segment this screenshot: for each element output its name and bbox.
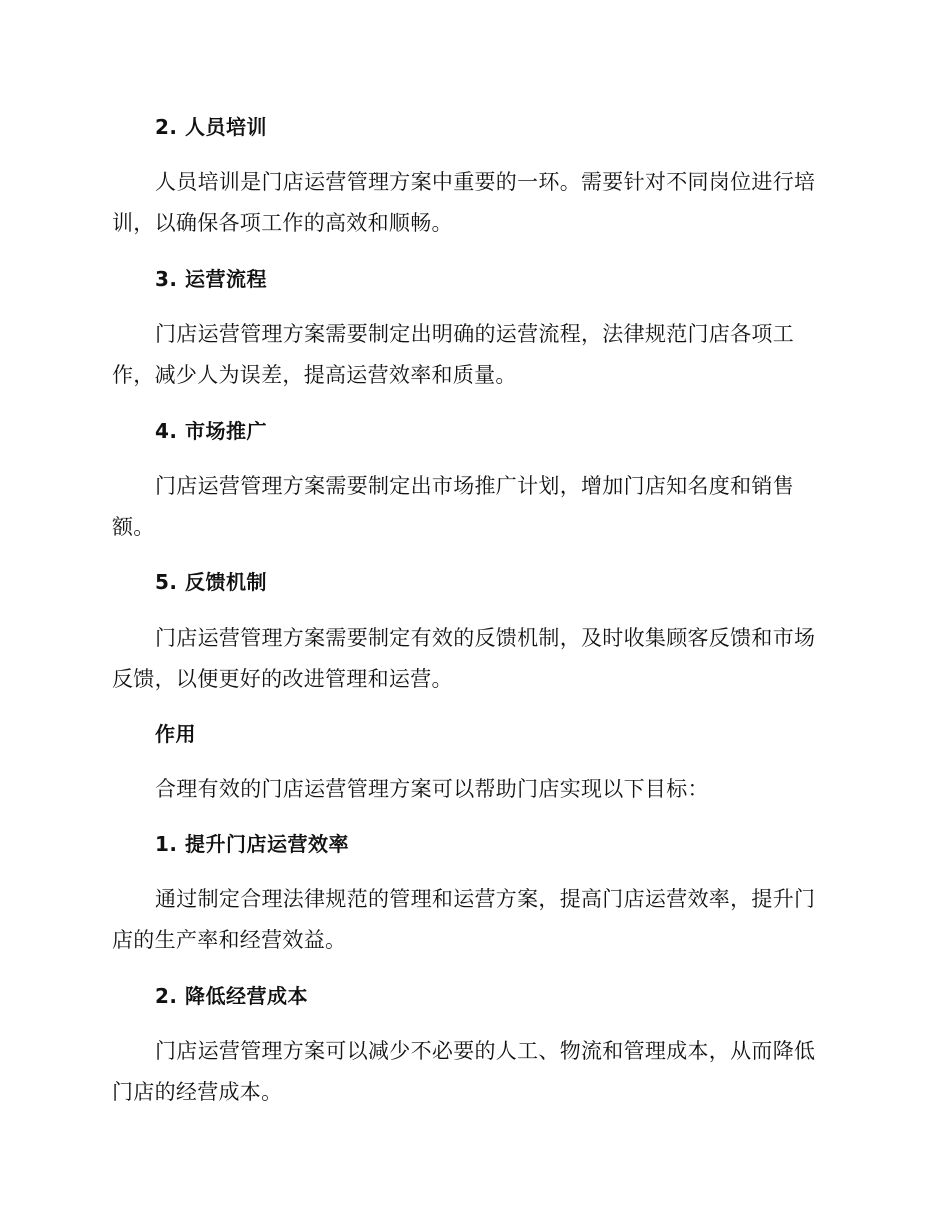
section-heading: 3. 运营流程	[155, 267, 267, 291]
paragraph-line: 门店运营管理方案需要制定出市场推广计划，增加门店知名度和销售	[155, 474, 794, 498]
paragraph-line: 合理有效的门店运营管理方案可以帮助门店实现以下目标：	[155, 777, 709, 801]
section-heading: 4. 市场推广	[155, 419, 267, 443]
paragraph-line: 店的生产率和经营效益。	[112, 928, 347, 952]
section-heading: 2. 降低经营成本	[155, 984, 308, 1008]
paragraph-line: 人员培训是门店运营管理方案中重要的一环。需要针对不同岗位进行培	[155, 170, 816, 194]
paragraph-line: 门店的经营成本。	[112, 1080, 283, 1104]
section-heading: 2. 人员培训	[155, 115, 267, 139]
paragraph-line: 作，减少人为误差，提高运营效率和质量。	[112, 363, 517, 387]
paragraph-line: 门店运营管理方案可以减少不必要的人工、物流和管理成本，从而降低	[155, 1039, 816, 1063]
section-heading: 1. 提升门店运营效率	[155, 832, 349, 856]
paragraph-line: 门店运营管理方案需要制定有效的反馈机制，及时收集顾客反馈和市场	[155, 626, 816, 650]
section-heading: 作用	[155, 722, 196, 746]
paragraph-line: 反馈，以便更好的改进管理和运营。	[112, 667, 453, 691]
paragraph-line: 训，以确保各项工作的高效和顺畅。	[112, 211, 453, 235]
paragraph-line: 额。	[112, 515, 155, 539]
paragraph-line: 门店运营管理方案需要制定出明确的运营流程，法律规范门店各项工	[155, 322, 794, 346]
section-heading: 5. 反馈机制	[155, 570, 267, 594]
paragraph-line: 通过制定合理法律规范的管理和运营方案，提高门店运营效率，提升门	[155, 887, 816, 911]
